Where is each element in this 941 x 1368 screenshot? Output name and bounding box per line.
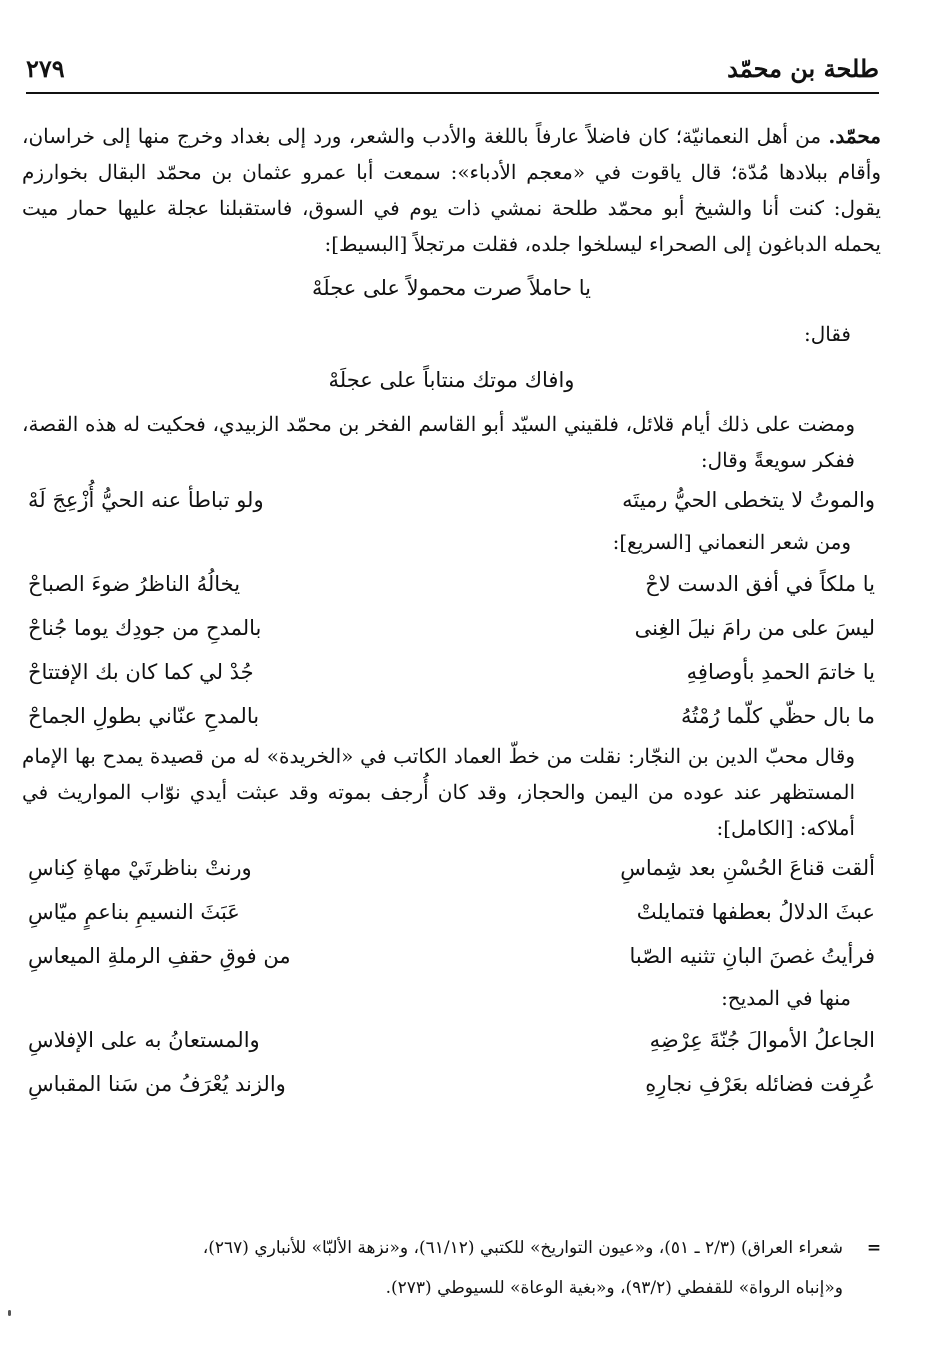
poem-intro-label: ومن شعر النعماني [السريع]: <box>612 530 851 554</box>
single-verse-line: يا حاملاً صرت محمولاً على عجلَهْ <box>311 276 592 300</box>
verse-couplet <box>22 890 881 934</box>
verse-first-hemistich: فرأيتُ غصنَ البانِ تثنيه الصّبا <box>629 944 875 968</box>
running-header <box>26 52 879 94</box>
footnotes <box>22 1228 889 1308</box>
verse-second-hemistich: ولو تباطأ عنه الحيُّ أُزْعِجَ لَهْ <box>28 488 264 512</box>
verse-first-hemistich: والموتُ لا يتخطى الحيُّ رميتَه <box>622 488 875 512</box>
verse-couplet <box>22 650 881 694</box>
verse-second-hemistich: بالمدحِ من جودِك يوما جُناحْ <box>28 616 262 640</box>
verse-couplet <box>22 1062 881 1106</box>
paragraph-text: من أهل النعمانيّة؛ كان فاضلاً عارفاً باللغة والأدب والشعر، ورد إلى بغداد وخرج منها إلى خراسان، وأقام ببلادها مُدّة؛ قال ياقوت في «معجم الأدباء»: سمعت أبا عمرو عثمان بن محمّد البقال بخوارزم يقول: كنت أنا والشيخ أبو محمّد طلحة نمشي ذات يوم في السوق، فاستقبلنا عجلة عليها حمار ميت يحمله الدباغون إلى الصحراء ليسلخوا جلده، فقلت مرتجلاً [البسيط]: <box>22 124 881 256</box>
verse-couplet <box>22 606 881 650</box>
verse-first-hemistich: الجاعلُ الأموالَ جُنّةَ عِرْضِهِ <box>649 1028 875 1052</box>
verse-second-hemistich: من فوقِ حقفِ الرملةِ الميعاسِ <box>28 944 291 968</box>
paragraph-story: ومضت على ذلك أيام قلائل، فلقيني السيّد أبو القاسم الفخر بن محمّد الزبيدي، فحكيت له هذه القصة، ففكر سويعةً وقال: <box>22 412 855 472</box>
verse-intro-label: فقال: <box>803 322 851 346</box>
verse-second-hemistich: ورنتْ بناظرتَيْ مهاةِ كِناسِ <box>28 856 252 880</box>
footnote-text: شعراء العراق) (٢/٣ ـ ٥١)، و«عيون التواريخ» للكتبي (٦١/١٢)، و«نزهة الألبّا» للأنباري (٢٦٧)، <box>202 1238 843 1258</box>
verse-first-hemistich: ليسَ على من رامَ نيلَ الغِنى <box>634 616 875 640</box>
poem-section-label: منها في المديح: <box>721 986 851 1010</box>
verse-second-hemistich: يخالُهُ الناظرُ ضوءَ الصباحْ <box>28 572 241 596</box>
verse-first-hemistich: يا ملكاً في أفق الدست لاحْ <box>645 572 875 596</box>
verse-couplet <box>22 1018 881 1062</box>
verse-first-hemistich: ألقت قناعَ الحُسْنِ بعد شِماسِ <box>620 856 875 880</box>
paragraph-biography <box>22 118 881 262</box>
page-body <box>22 118 881 1106</box>
footnote-line <box>22 1268 889 1308</box>
verse-first-hemistich: عُرِفت فضائله بعَرْفِ نجارِهِ <box>645 1072 875 1096</box>
page-number: ٢٧٩ <box>26 54 65 83</box>
verse-couplet <box>22 694 881 738</box>
footnote-continuation-marker: = <box>866 1238 882 1258</box>
verse-first-hemistich: عبثَ الدلالُ بعطفها فتمايلتْ <box>636 900 875 924</box>
verse-second-hemistich: بالمدحِ عنّاني بطولِ الجماحْ <box>28 704 260 728</box>
verse-first-hemistich: يا خاتمَ الحمدِ بأوصافِهِ <box>686 660 875 684</box>
paragraph-source: وقال محبّ الدين بن النجّار: نقلت من خطّ العماد الكاتب في «الخريدة» له من قصيدة يمدح بها الإمام المستظهر عند عوده من اليمن والحجاز، وقد كان أُرجف بموته وقد عبثت أيدي نوّاب المواريث في أملاكه: [الكامل]: <box>22 744 855 840</box>
verse-second-hemistich: جُدْ لي كما كان بك الإفتتاحْ <box>28 660 254 684</box>
verse-second-hemistich: عَبَثَ النسيمِ بناعمٍ ميّاسِ <box>28 900 240 924</box>
verse-couplet <box>22 478 881 522</box>
verse-couplet <box>22 934 881 978</box>
single-verse-line: وافاك موتك منتاباً على عجلَهْ <box>328 368 575 392</box>
scan-speck <box>8 1310 11 1316</box>
verse-second-hemistich: والزند يُعْرَفُ من سَنا المقباسِ <box>28 1072 286 1096</box>
footnote-line <box>22 1228 889 1268</box>
verse-second-hemistich: والمستعانُ به على الإفلاسِ <box>28 1028 260 1052</box>
verse-first-hemistich: ما بال حظّي كلّما رُمْتُهُ <box>680 704 875 728</box>
entry-name: محمّد. <box>828 124 882 148</box>
verse-couplet <box>22 846 881 890</box>
footnote-text: و«إنباه الرواة» للقفطي (٩٣/٢)، و«بغية الوعاة» للسيوطي (٢٧٣). <box>385 1278 843 1298</box>
header-title: طلحة بن محمّد <box>727 54 879 83</box>
verse-couplet <box>22 562 881 606</box>
